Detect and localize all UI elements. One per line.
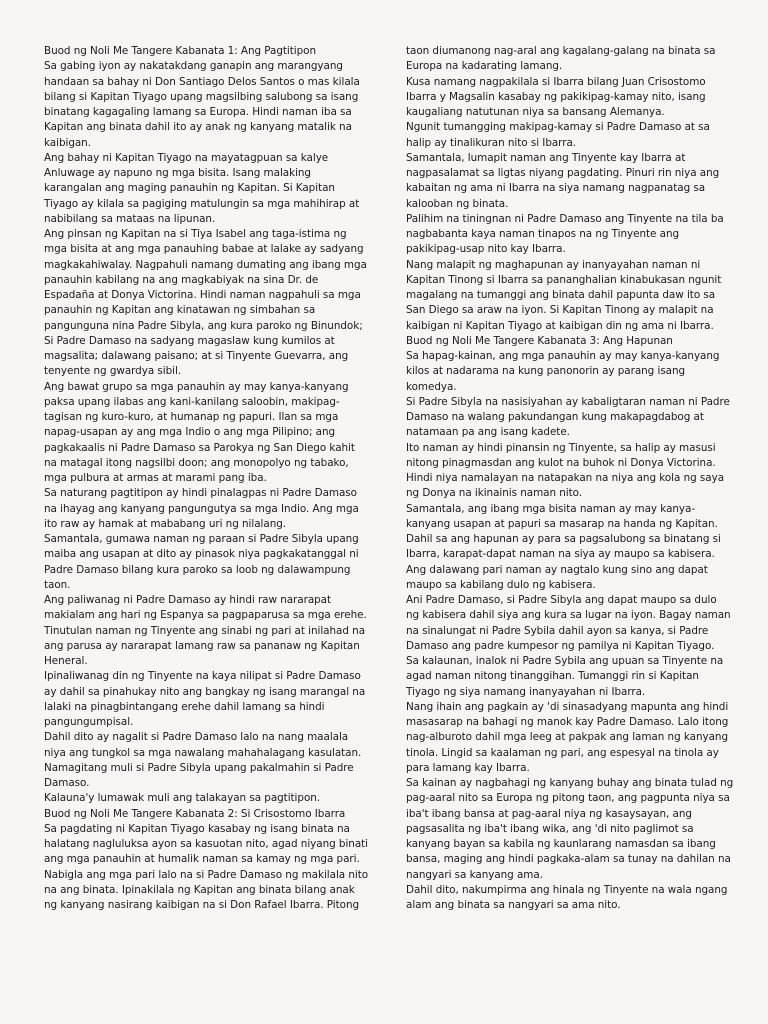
paragraph: Samantala, lumapit naman ang Tinyente kay Ibarra at nagpasalamat sa ligtas niyang pagdating. Pinuri rin niya ang kabaitan ng ama ni Ibarra na siya namang nagpanatag sa kalooban ng binata. — [406, 151, 720, 210]
chapter-heading: Buod ng Noli Me Tangere Kabanata 2: Si Crisostomo Ibarra — [44, 807, 346, 820]
paragraph: Ang paliwanag ni Padre Damaso ay hindi raw nararapat makialam ang hari ng Espanya sa pagpaparusa sa mga erehe. Tinutulan naman ng Tinyente ang sinabi ng pari at inilahad na ang parusa ay nararapat lamang raw sa pananaw ng Kapitan Heneral. — [44, 594, 367, 667]
paragraph: Dahil dito ay nagalit si Padre Damaso lalo na nang maalala niya ang tungkol sa mga nawalang mahahalagang kasulatan. Namagitang muli si Padre Sibyla upang pakalmahin si Padre Damaso. — [44, 731, 362, 789]
left-column — [44, 44, 376, 913]
paragraph: Kusa namang nagpakilala si Ibarra bilang Juan Crisostomo Ibarra y Magsalin kasabay ng pakikipag-kamay nito, isang kaugaliang natutunan niya sa bansang Alemanya. — [406, 75, 706, 118]
paragraph: Ang bahay ni Kapitan Tiyago na mayatagpuan sa kalye Anluwage ay napuno ng mga bisita. Isang malaking karangalan ang maging panauhin ng Kapitan. Si Kapitan Tiyago ay kilala sa pagiging matulungin sa mga mahihirap at nabibilang sa mataas na lipunan. — [44, 151, 360, 225]
paragraph: Samantala, ang ibang mga bisita naman ay may kanya- kanyang usapan at papuri sa masarap na handa ng Kapitan. — [406, 502, 718, 530]
paragraph: Hindi niya namalayan na natapakan na niya ang kola ng saya ng Donya na ikinainis naman nito. — [406, 472, 725, 500]
paragraph: Sa pagdating ni Kapitan Tiyago kasabay ng isang binata na halatang nagluluksa ayon sa kasuotan nito, agad niyang binati ang mga panauhin at humalik naman sa kamay ng mga pari. Nabigla ang mga pari lalo na si Padre Damaso ng makilala nito na ang binata. Ipinakilala ng Kapitan ang binata bilang anak ng kanyang nasirang kaibigan na si Don Rafael Ibarra. Pitong — [44, 822, 369, 911]
paragraph: Dahil sa ang hapunan ay para sa pagsalubong sa binatang si Ibarra, karapat-dapat naman na siya ay maupo sa kabisera. — [406, 533, 721, 561]
paragraph: taon diumanong nag-aral ang kagalang-galang na binata sa Europa na kadarating lamang. — [406, 45, 716, 73]
paragraph: Sa kalaunan, inalok ni Padre Sybila ang upuan sa Tinyente na agad naman nitong tinanggihan. Tumanggi rin si Kapitan Tiyago ng siya namang inanyayahan ni Ibarra. — [406, 655, 724, 698]
paragraph: Nang malapit ng maghapunan ay inanyayahan naman ni Kapitan Tinong si Ibarra sa pananghalian kinabukasan ngunit magalang na tumanggi ang binata dahil papunta daw ito sa San Diego sa araw na iyon. Si Kapitan Tinong ay malapit na kaibigan ni Kapitan Tiyago at kaibigan din ng ama ni Ibarra. — [406, 258, 722, 332]
paragraph: Nang ihain ang pagkain ay 'di sinasadyang mapunta ang hindi masasarap na bahagi ng manok kay Padre Damaso. Lalo itong nag-alburoto dahil mga leeg at pakpak ang laman ng kanyang tinola. Lingid sa kaalaman ng pari, ang espesyal na tinola ay para lamang kay Ibarra. — [406, 700, 729, 774]
paragraph: Buod ng Noli Me Tangere Kabanata 1: Ang Pagtitipon — [44, 45, 317, 57]
paragraph: Sa naturang pagtitipon ay hindi pinalagpas ni Padre Damaso na ihayag ang kanyang pangungutya sa mga Indio. Ang mga ito raw ay hamak at mababang uri ng nilalang. — [44, 487, 359, 530]
paragraph: Ang bawat grupo sa mga panauhin ay may kanya-kanyang paksa upang ilabas ang kani-kanilang saloobin, makipag- tagisan ng kuro-kuro, at humanap ng papuri. Ilan sa mga napag-usapan ay ang mga Indio o ang mga Pilipino; ang pagkakaalis ni Padre Damaso sa Parokya ng San Diego kahit na matagal itong nagsilbi doon; ang monopolyo ng tabako, mga pulbura at armas at marami pang iba. — [44, 380, 355, 484]
paragraph: Kalauna'y lumawak muli ang talakayan sa pagtitipon. — [44, 792, 321, 805]
right-column — [406, 44, 736, 913]
paragraph: Ani Padre Damaso, si Padre Sibyla ang dapat maupo sa dulo ng kabisera dahil siya ang kura sa lugar na iyon. Bagay naman na sinalungat ni Padre Sybila dahil ayon sa kanya, si Padre Damaso ang padre kumpesor ng pamilya ni Kapitan Tiyago. — [406, 594, 731, 652]
paragraph: Dahil dito, nakumpirma ang hinala ng Tinyente na wala ngang alam ang binata sa nangyari sa ama nito. — [406, 883, 728, 911]
paragraph: Ang dalawang pari naman ay nagtalo kung sino ang dapat maupo sa kabilang dulo ng kabisera. — [406, 563, 708, 591]
chapter-heading: Buod ng Noli Me Tangere Kabanata 3: Ang Hapunan — [406, 334, 673, 347]
paragraph: Samantala, gumawa naman ng paraan si Padre Sibyla upang maiba ang usapan at dito ay pinasok niya pagkakatanggal ni Padre Damaso bilang kura paroko sa loob ng dalawampung taon. — [44, 533, 359, 591]
paragraph: Ito naman ay hindi pinansin ng Tinyente, sa halip ay masusi nitong pinagmasdan ang kulot na buhok ni Donya Victorina. — [406, 441, 716, 469]
paragraph: Ipinaliwanag din ng Tinyente na kaya nilipat si Padre Damaso ay dahil sa pinahukay nito ang bangkay ng isang marangal na lalaki na pinagbintangang erehe dahil lamang sa hindi pangungumpisal. — [44, 670, 366, 728]
paragraph: Palihim na tiningnan ni Padre Damaso ang Tinyente na tila ba nagbabanta kaya naman tinapos na ng Tinyente ang pakikipag-usap nito kay Ibarra. — [406, 212, 724, 256]
paragraph: Sa kainan ay nagbahagi ng kanyang buhay ang binata tulad ng pag-aaral nito sa Europa ng pitong taon, ang pagpunta niya sa iba't ibang bansa at pag-aaral niya ng kasaysayan, ang pagsasalita ng iba't ibang wika, ang 'di nito paglimot sa kanyang bayan sa kabila ng kaunlarang namasdan sa ibang bansa, maging ang hindi pagkaka-alam sa tunay na dahilan na nangyari sa kanyang ama. — [406, 777, 734, 881]
paragraph: Ang pinsan ng Kapitan na si Tiya Isabel ang taga-istima ng mga bisita at ang mga panauhing babae at lalake ay sadyang magkakahiwalay. Nagpahuli namang dumating ang ibang mga panauhin kabilang na ang magkabiyak na sina Dr. de Espadaña at Donya Victorina. Hindi naman nagpahuli sa mga panauhin ng Kapitan ang kinatawan ng simbahan sa pangunguna nina Padre Sibyla, ang kura paroko ng Binundok; Si Padre Damaso na sadyang magaslaw kung kumilos at magsalita; dalawang paisano; at si Tinyente Guevarra, ang tenyente ng gwardya sibil. — [44, 228, 367, 378]
paragraph: Si Padre Sibyla na nasisiyahan ay kabaligtaran naman ni Padre Damaso na walang pakundangan kung makapagdabog at natamaan pa ang isang kadete. — [406, 395, 730, 439]
paragraph: Sa gabing iyon ay nakatakdang ganapin ang marangyang handaan sa bahay ni Don Santiago Delos Santos o mas kilala bilang si Kapitan Tiyago upang magsilbing salubong sa isang binatang kagagaling lamang sa Europa. Hindi naman iba sa Kapitan ang binata dahil ito ay anak ng kanyang matalik na kaibigan. — [44, 60, 360, 149]
paragraph: Sa hapag-kainan, ang mga panauhin ay may kanya-kanyang kilos at nadarama na kung panonorin ay parang isang komedya. — [406, 350, 720, 393]
paragraph: Ngunit tumangging makipag-kamay si Padre Damaso at sa halip ay tinalikuran nito si Ibarra. — [406, 121, 710, 149]
